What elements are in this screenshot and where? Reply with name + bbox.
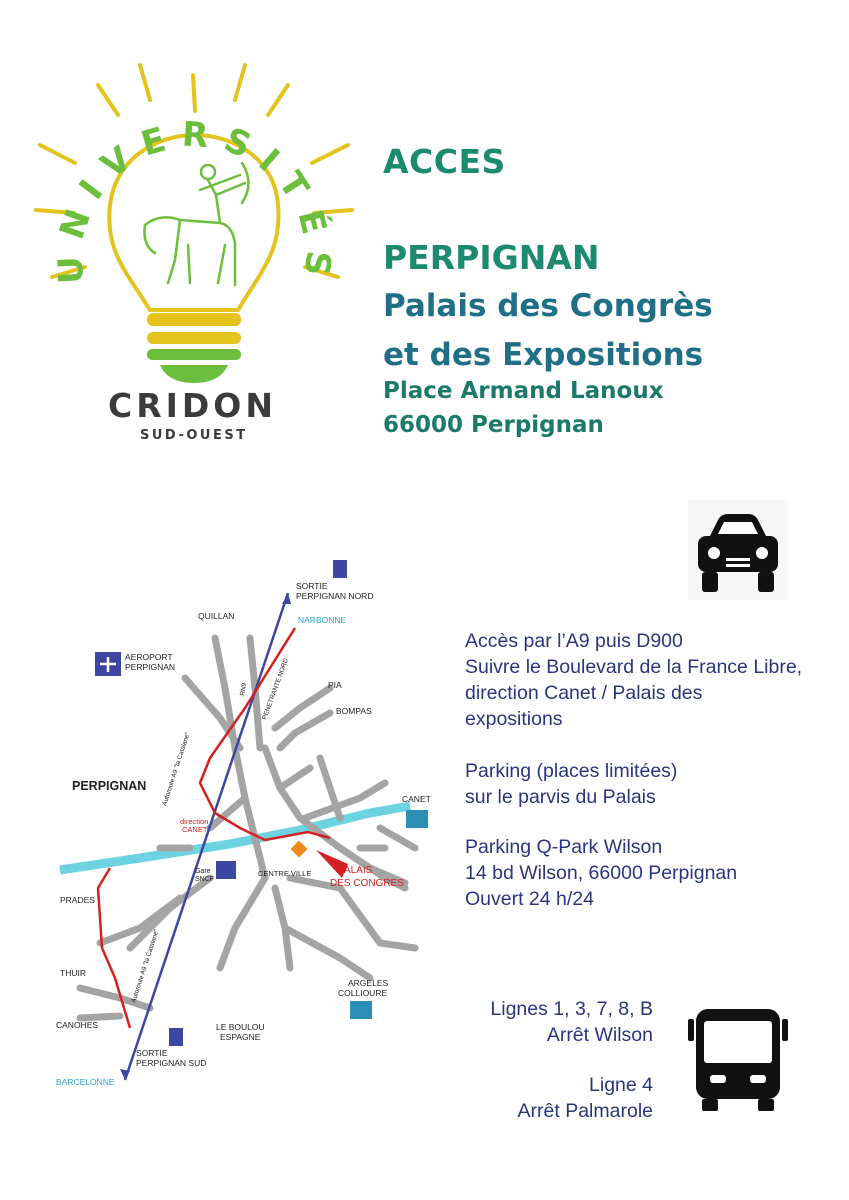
- map-label-pia: PIA: [328, 680, 342, 690]
- map-label-canet: CANET: [402, 794, 431, 804]
- map-label-sortie-nord-2: PERPIGNAN NORD: [296, 591, 374, 601]
- canet-beach-image: [406, 810, 428, 828]
- map-label-aeroport-1: AEROPORT: [125, 652, 173, 662]
- map-label-autoroute-north: Autoroute A9 "la Catalane": [161, 731, 192, 807]
- car-line: Accès par l’A9 puis D900: [465, 630, 683, 652]
- acces-heading: ACCES: [383, 142, 506, 181]
- map-label-prades: PRADES: [60, 895, 95, 905]
- svg-text:UNIVERSITÉS: [50, 114, 338, 291]
- parking-line: sur le parvis du Palais: [465, 786, 656, 808]
- access-map: [40, 548, 460, 1098]
- logo-arc: UNIVERSITÉS: [50, 114, 339, 292]
- parking-qpark: [465, 834, 737, 912]
- bus-wilson: [490, 996, 653, 1048]
- map-label-boulou-1: LE BOULOU: [216, 1022, 265, 1032]
- map-label-boulou-2: ESPAGNE: [220, 1032, 261, 1042]
- map-label-sortie-sud-1: SORTIE: [136, 1048, 168, 1058]
- map-label-argeles-2: COLLIOURE: [338, 988, 388, 998]
- parking-parvis: [465, 758, 677, 810]
- parking-line: Parking Q-Park Wilson: [465, 836, 663, 858]
- map-label-quillan: QUILLAN: [198, 611, 235, 621]
- map-label-thuir: THUIR: [60, 968, 86, 978]
- map-label-palais-1: PALAIS: [338, 865, 373, 876]
- map-label-centre: CENTRE VILLE: [258, 869, 312, 878]
- bus-lines-label: Lignes 1, 3, 7, 8, B: [490, 998, 653, 1020]
- map-label-perpignan: PERPIGNAN: [72, 779, 147, 793]
- map-label-narbonne: NARBONNE: [298, 615, 347, 625]
- venue-postal: 66000 Perpignan: [383, 412, 604, 438]
- map-label-gare-1: Gare: [195, 868, 211, 875]
- map-label-canohes: CANOHES: [56, 1020, 99, 1030]
- station-marker: [216, 861, 236, 879]
- map-label-rn9: RN9: [239, 682, 249, 697]
- bus-stop-label: Arrêt Wilson: [546, 1024, 653, 1046]
- highway-sign-south: [169, 1028, 183, 1046]
- highway-sign-north: [333, 560, 347, 578]
- bus-lines-label: Ligne 4: [589, 1074, 653, 1096]
- map-label-bompas: BOMPAS: [336, 706, 372, 716]
- venue-line-1: Palais des Congrès: [383, 288, 713, 324]
- palais-marker: [291, 841, 308, 858]
- map-label-palais-2: DES CONGRES: [330, 878, 404, 889]
- map-label-argeles-1: ARGELES: [348, 978, 389, 988]
- map-label-direction-2: CANET: [182, 825, 208, 834]
- parking-line: Parking (places limitées): [465, 760, 678, 782]
- car-line: direction Canet / Palais des: [465, 682, 703, 704]
- map-label-autoroute-south: Autoroute A9 "la Catalane": [130, 928, 161, 1004]
- map-label-gare-2: SNCF: [195, 876, 215, 883]
- parking-line: Ouvert 24 h/24: [465, 888, 594, 910]
- bus-icon: [688, 1005, 788, 1111]
- map-label-sortie-sud-2: PERPIGNAN SUD: [136, 1058, 207, 1068]
- city-heading: PERPIGNAN: [383, 238, 600, 277]
- map-label-barcelonne: BARCELONNE: [56, 1077, 115, 1087]
- argeles-beach-image: [350, 1001, 372, 1019]
- car-directions: [465, 628, 802, 732]
- parking-line: 14 bd Wilson, 66000 Perpignan: [465, 862, 738, 884]
- bus-palmarole: [518, 1072, 653, 1124]
- bus-stop-label: Arrêt Palmarole: [517, 1100, 653, 1122]
- map-label-penetrante: PENETRANTE NORD: [261, 657, 290, 721]
- venue-street: Place Armand Lanoux: [383, 378, 664, 404]
- map-label-direction-1: direction: [180, 817, 209, 826]
- logo-brand: CRIDON: [108, 386, 277, 425]
- road-network: [80, 638, 415, 1018]
- map-label-aeroport-2: PERPIGNAN: [125, 662, 176, 672]
- car-icon: [688, 500, 788, 600]
- map-label-sortie-nord-1: SORTIE: [296, 581, 328, 591]
- car-line: expositions: [465, 708, 563, 730]
- car-line: Suivre le Boulevard de la France Libre,: [465, 656, 803, 678]
- logo-sub: SUD-OUEST: [140, 428, 248, 443]
- venue-line-2: et des Expositions: [383, 337, 704, 373]
